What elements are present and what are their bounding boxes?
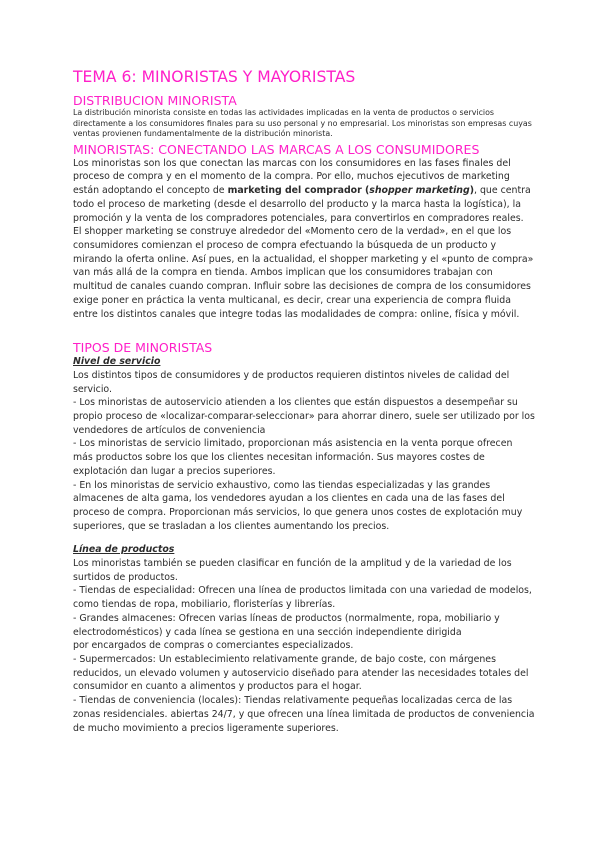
list-item: - Supermercados: Un establecimiento relativamente grande, de bajo coste, con márgenes reducidos, un elevado volumen y autoservicio diseñado para atender las necesidades totales del consumidor en cuanto a alimentos y productos para el hogar. [73, 653, 529, 693]
paragraph-text: Los minoristas son los que conectan las marcas con los consumidores en las fases finales del proceso de compra y en el momento de la compra. Por ello, muchos ejecutivos de marketing están adoptando el concepto de [73, 157, 511, 197]
paragraph-conectando [73, 157, 535, 321]
list-item: - Los minoristas de autoservicio atienden a los clientes que están dispuestos a desempeñar su propio proceso de «localizar-comparar-seleccionar» para ahorrar dinero, suele ser utilizado por los vendedores de artículos de conveniencia [73, 397, 535, 436]
spacer [73, 321, 535, 340]
list-item: - Tiendas de conveniencia (locales): Tiendas relativamente pequeñas localizadas cerca de las zonas residenciales. abiertas 24/7, y que ofrecen una línea limitada de productos de conveniencia de mucho movimiento a precios ligeramente superiores. [73, 695, 535, 734]
bold-term-close: ) [469, 185, 474, 197]
paragraph-nivel-intro: Los distintos tipos de consumidores y de productos requieren distintos niveles de calidad del servicio. [73, 369, 510, 395]
document-content [73, 68, 535, 735]
bold-term: marketing del comprador ( [227, 185, 370, 197]
section-heading-distribucion: DISTRIBUCION MINORISTA [73, 93, 237, 108]
paragraph-text: , que centra todo el proceso de marketing (desde el desarrollo del producto y la marca hasta la logística), la promoción y la venta de los compradores potenciales, para convertirlos en compradores reales. El shopper marketing se construye alrededor del «Momento cero de la verdad», en el que los consumidores comienzan el proceso de compra efectuando la búsqueda de un producto y mirando la oferta online. Así pues, en la actualidad, el shopper marketing y el «punto de compra» van más allá de la compra en tienda. Ambos implican que los consumidores trabajan con multitud de canales cuando compran. Influir sobre las decisiones de compra de los consumidores exige poner en práctica la venta multicanal, es decir, crear una experiencia de compra fluida entre los distintos canales que integre todas las modalidades de compra: online, física y móvil. [73, 185, 534, 320]
list-item: - Los minoristas de servicio limitado, proporcionan más asistencia en la venta porque ofrecen más productos sobre los que los clientes necesitan información. Sus mayores costes de explotación dan lugar a precios superiores. [73, 438, 513, 477]
paragraph-distribucion: La distribución minorista consiste en todas las actividades implicadas en la venta de productos o servicios directamente a los consumidores finales para su uso personal y no empresarial. Los minoristas son empresas cuyas ventas provienen fundamentalmente de la distribución minorista. [73, 108, 532, 139]
section-heading-tipos: TIPOS DE MINORISTAS [73, 340, 213, 356]
subheading-linea-productos: Línea de productos [73, 544, 175, 556]
page-title: TEMA 6: MINORISTAS Y MAYORISTAS [73, 68, 356, 86]
paragraph-linea-intro: Los minoristas también se pueden clasificar en función de la amplitud y de la variedad de los surtidos de productos. [73, 558, 512, 583]
list-item: - Grandes almacenes: Ofrecen varias líneas de productos (normalmente, ropa, mobiliario y electrodomésticos) y cada línea se gestiona en una sección independiente dirigida [73, 612, 500, 638]
list-item: por encargados de compras o comerciantes especializados. [73, 640, 354, 652]
list-item: - En los minoristas de servicio exhaustivo, como las tiendas especializadas y las grandes almacenes de alta gama, los vendedores ayudan a los clientes en cada una de las fases del proceso de compra. Proporcionan más servicios, lo que genera unos costes de explotación muy superiores, que se trasladan a los clientes aumentando los precios. [73, 479, 523, 532]
spacer [73, 533, 535, 543]
section-heading-conectando: MINORISTAS: CONECTANDO LAS MARCAS A LOS CONSUMIDORES [73, 141, 480, 157]
subheading-nivel-servicio: Nivel de servicio [73, 356, 161, 368]
bold-italic-term: shopper marketing [369, 185, 470, 197]
list-item: - Tiendas de especialidad: Ofrecen una línea de productos limitada con una variedad de modelos, como tiendas de ropa, mobiliario, floristerías y librerías. [73, 585, 532, 611]
